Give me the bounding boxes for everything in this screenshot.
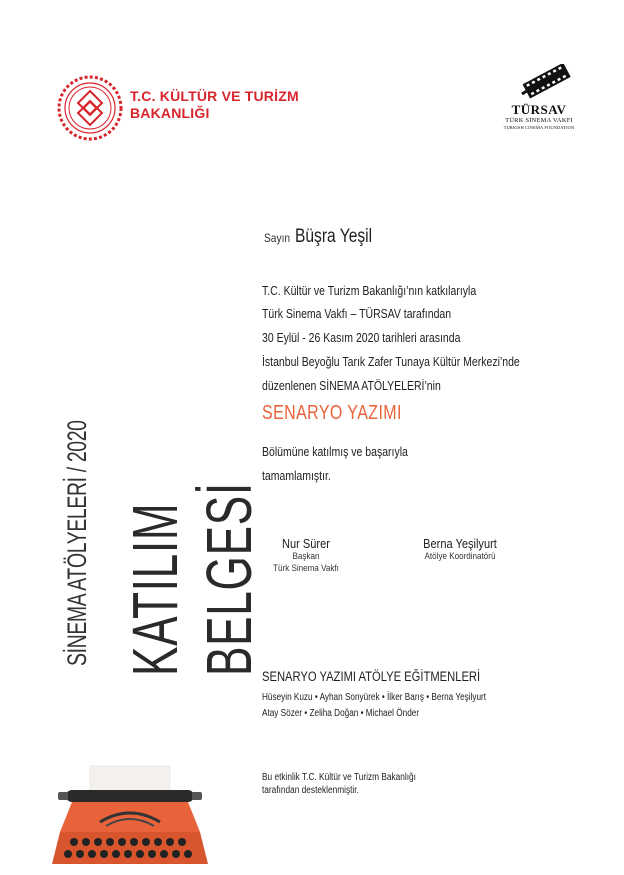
trainers-list-line: Hüseyin Kuzu • Ayhan Sonyürek • İlker Barış • Berna Yeşilyurt: [262, 692, 487, 703]
ministry-logo: [56, 70, 326, 150]
typewriter-icon: [40, 760, 220, 870]
signer-name: Berna Yeşilyurt: [423, 536, 497, 551]
signer-organization: Türk Sinema Vakfı: [273, 563, 339, 574]
support-note-line: Bu etkinlik T.C. Kültür ve Turizm Bakanlığı: [262, 772, 416, 783]
ministry-name-line1: T.C. KÜLTÜR VE TURİZM: [130, 88, 299, 104]
tursav-logo: [494, 64, 584, 144]
paragraph-line: 30 Eylül - 26 Kasım 2020 tarihleri arasında: [262, 331, 461, 345]
signer-role: Başkan: [292, 551, 320, 562]
signer-role: Atölye Koordinatörü: [424, 551, 496, 562]
paragraph-line: düzenlenen SİNEMA ATÖLYELERİ’nin: [262, 379, 441, 393]
paragraph-line: T.C. Kültür ve Turizm Bakanlığı’nın katkılarıyla: [262, 284, 477, 298]
film-strip-icon: [494, 64, 584, 104]
recipient-name: Büşra Yeşil: [295, 226, 373, 247]
vertical-subtitle: SİNEMA ATÖLYELERİ / 2020: [62, 420, 92, 666]
tursav-subtitle-en: TURKISH CINEMA FOUNDATION: [503, 125, 575, 130]
tursav-name: TÜRSAV: [511, 102, 567, 117]
salutation: [264, 226, 389, 248]
signature-block: [262, 536, 350, 575]
typewriter-illustration: [40, 760, 220, 875]
signature-block: [410, 536, 510, 563]
trainers-list-line: Atay Sözer • Zeliha Doğan • Michael Önder: [262, 708, 420, 719]
completion-line: Bölümüne katılmış ve başarıyla: [262, 445, 408, 459]
support-note-line: tarafından desteklenmiştir.: [262, 785, 359, 796]
trainers-heading: SENARYO YAZIMI ATÖLYE EĞİTMENLERİ: [262, 669, 481, 684]
signer-name: Nur Sürer: [282, 536, 330, 551]
ministry-name-line2: BAKANLIĞI: [130, 105, 210, 121]
salutation-prefix: Sayın: [264, 231, 291, 245]
paragraph-line: Türk Sinema Vakfı – TÜRSAV tarafından: [262, 307, 452, 321]
certificate-title: KATILIM BELGESİ: [119, 482, 265, 676]
completion-line: tamamlamıştır.: [262, 469, 331, 483]
ministry-emblem-icon: [56, 70, 124, 146]
tursav-subtitle: TÜRK SİNEMA VAKFI: [505, 117, 573, 124]
paragraph-line: İstanbul Beyoğlu Tarık Zafer Tunaya Kültür Merkezi’nde: [262, 355, 520, 369]
course-name: SENARYO YAZIMI: [262, 402, 402, 424]
